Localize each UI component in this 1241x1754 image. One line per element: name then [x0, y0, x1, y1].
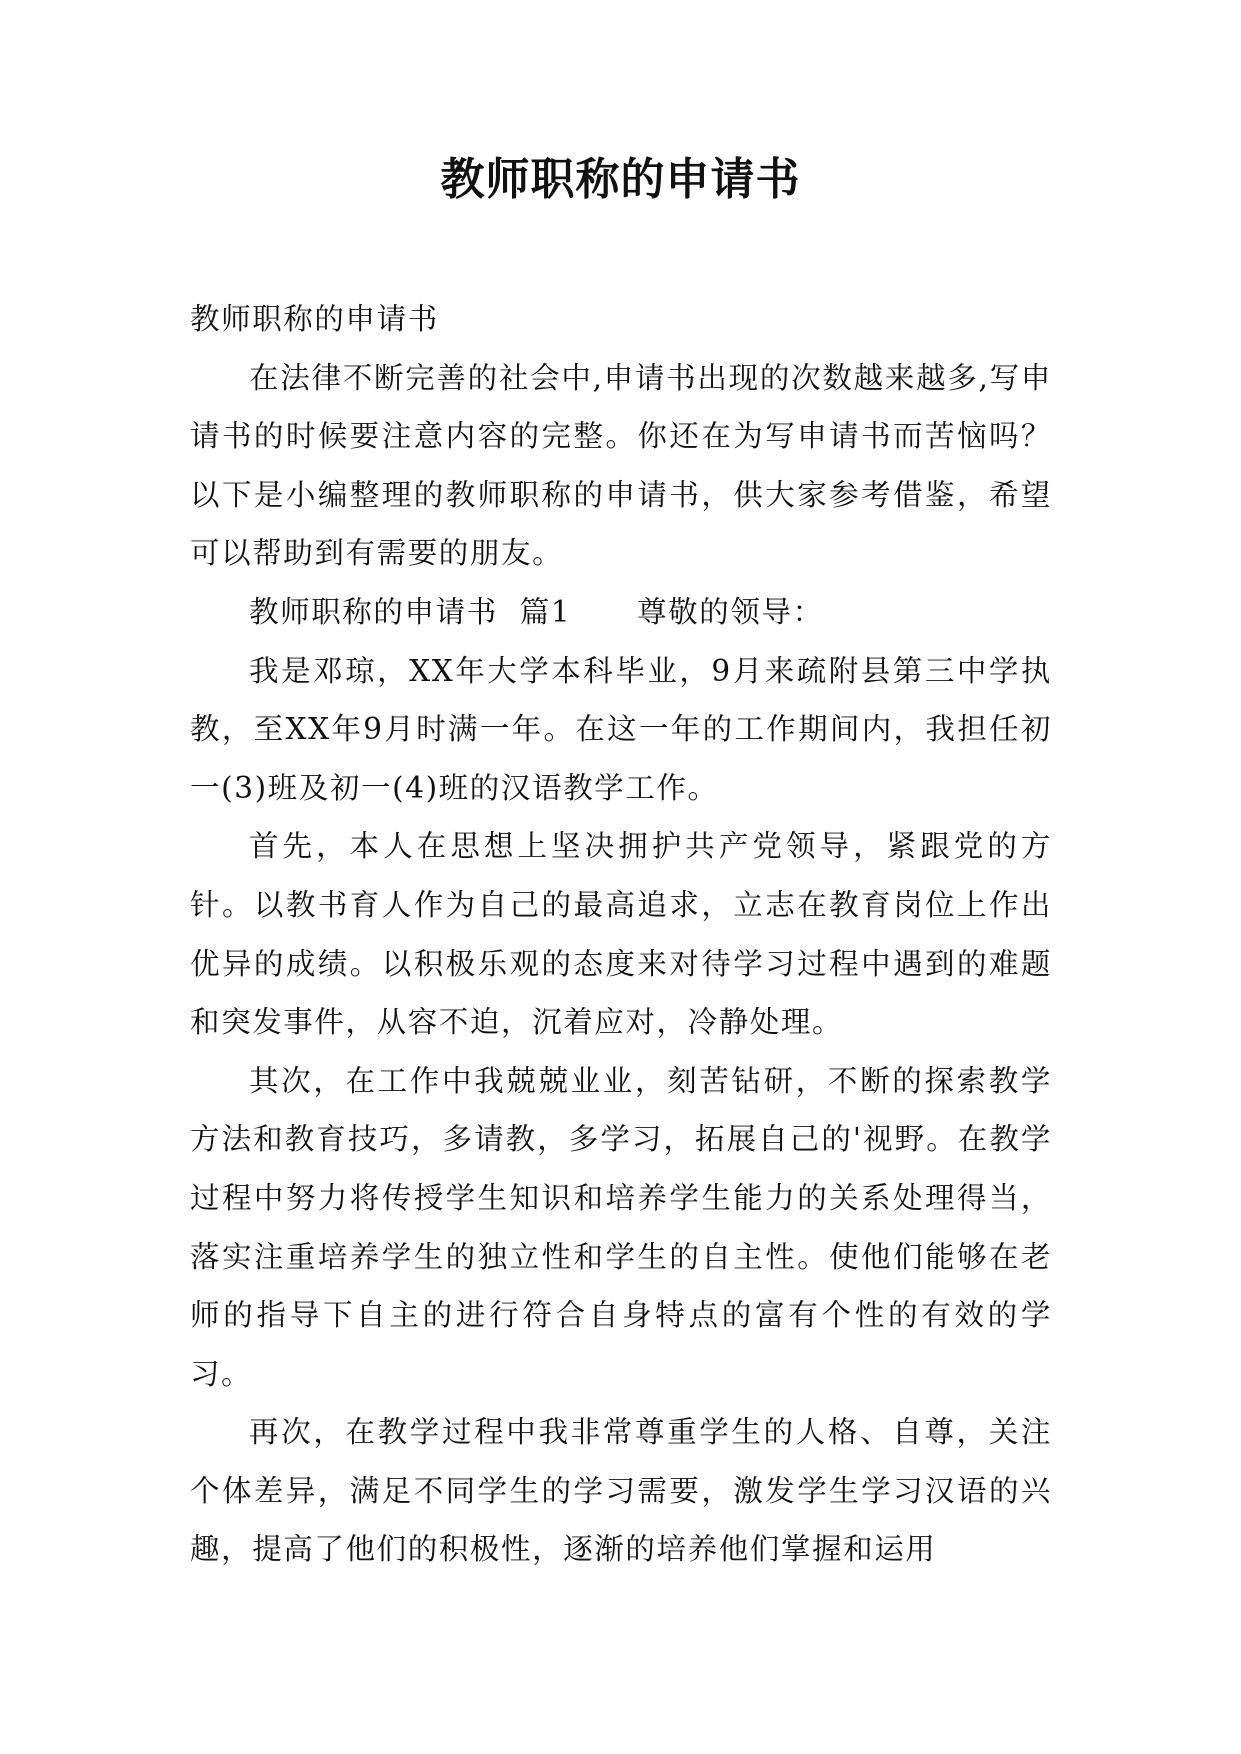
paragraph-first: 首先，本人在思想上坚决拥护共产党领导，紧跟党的方针。以教书育人作为自己的最高追求，立志在教育岗位上作出优异的成绩。以积极乐观的态度来对待学习过程中遇到的难题和突发事件，从容不迫，沉着应对，冷静处理。	[190, 829, 1052, 1040]
paragraph-second: 其次，在工作中我兢兢业业，刻苦钻研，不断的探索教学方法和教育技巧，多请教，多学习，拓展自己的'视野。在教学过程中努力将传授学生知识和培养学生能力的关系处理得当，落实注重培养学生的独立性和学生的自主性。使他们能够在老师的指导下自主的进行符合自身特点的富有个性的有效的学习。	[190, 1063, 1052, 1391]
intro-paragraph: 在法律不断完善的社会中,申请书出现的次数越来越多,写申请书的时候要注意内容的完整。你还在为写申请书而苦恼吗？以下是小编整理的教师职称的申请书，供大家参考借鉴，希望可以帮助到有需要的朋友。	[190, 360, 1052, 571]
subtitle-line: 教师职称的申请书	[190, 302, 439, 336]
document-body	[190, 290, 1052, 1579]
section-heading-salutation: 教师职称的申请书 篇1 尊敬的领导：	[249, 594, 824, 629]
paragraph-self-intro: 我是邓琼，XX年大学本科毕业，9月来疏附县第三中学执教，至XX年9月时满一年。在这一年的工作期间内，我担任初一(3)班及初一(4)班的汉语教学工作。	[190, 653, 1052, 805]
paragraph-third: 再次，在教学过程中我非常尊重学生的人格、自尊，关注个体差异，满足不同学生的学习需要，激发学生学习汉语的兴趣，提高了他们的积极性，逐渐的培养他们掌握和运用	[190, 1415, 1052, 1567]
document-title: 教师职称的申请书	[440, 154, 801, 205]
